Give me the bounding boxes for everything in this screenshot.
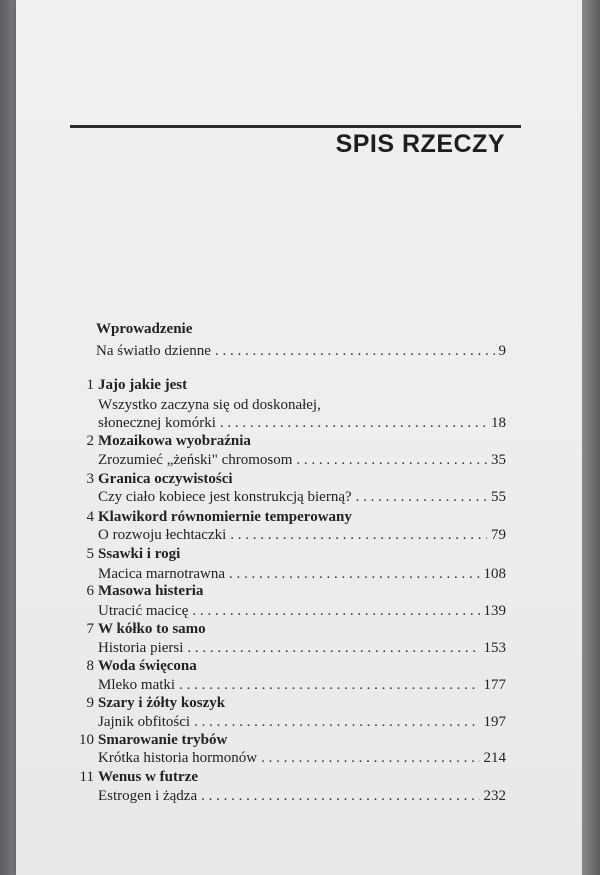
chapter-title: Smarowanie trybów (98, 732, 228, 748)
entry-subtitle: Mleko matki (98, 677, 176, 693)
book-edge-shadow (582, 0, 600, 875)
entry-subtitle: Utracić macicę (98, 603, 189, 619)
chapter-title: Granica oczywistości (98, 471, 233, 487)
chapter-number: 4 (86, 509, 94, 525)
chapter-heading-line (16, 543, 582, 565)
dot-leader (356, 486, 487, 508)
chapter-title: Klawikord równomiernie temperowany (98, 509, 352, 525)
entry-subtitle: Wszystko zaczyna się od doskonałej, (98, 397, 321, 413)
entry-subtitle: Na światło dzienne (96, 343, 211, 359)
chapter-number: 8 (86, 658, 94, 674)
chapter-number: 7 (86, 621, 94, 637)
book-spine-shadow (0, 0, 16, 875)
header-rule (70, 125, 521, 128)
chapter-number: 9 (86, 695, 94, 711)
chapter-number: 5 (86, 546, 94, 562)
page-number: 232 (483, 788, 506, 804)
chapter-heading-line (16, 374, 582, 396)
entry-subtitle: Macica marnotrawna (98, 566, 226, 582)
chapter-title: Wenus w futrze (98, 769, 198, 785)
book-page (16, 0, 582, 875)
dot-leader (201, 785, 479, 807)
chapter-heading-line (16, 580, 582, 602)
chapter-title: W kółko to samo (98, 621, 206, 637)
entry-subtitle: Czy ciało kobiece jest konstrukcją bierną? (98, 489, 352, 505)
page-number: 197 (483, 714, 506, 730)
dot-leader (215, 340, 495, 362)
chapter-number: 11 (79, 769, 94, 785)
entry-subtitle: Krótka historia hormonów (98, 750, 258, 766)
toc-entry (96, 340, 506, 362)
chapter-title: Woda święcona (98, 658, 197, 674)
intro-heading-line (16, 318, 582, 340)
chapter-title: Mozaikowa wyobraźnia (98, 433, 251, 449)
chapter-entry (16, 486, 582, 508)
chapter-number: 1 (86, 377, 94, 393)
chapter-number: 3 (86, 471, 94, 487)
page-number: 18 (491, 415, 506, 431)
intro-entry (16, 340, 582, 362)
page-number: 214 (483, 750, 506, 766)
entry-subtitle: Estrogen i żądza (98, 788, 198, 804)
entry-subtitle: Historia piersi (98, 640, 184, 656)
intro-heading: Wprowadzenie (96, 321, 193, 337)
chapter-title: Jajo jakie jest (98, 377, 188, 393)
toc-entry (98, 486, 506, 508)
entry-subtitle: słonecznej komórki (98, 415, 216, 431)
page-number: 9 (498, 343, 506, 359)
entry-subtitle: O rozwoju łechtaczki (98, 527, 227, 543)
page-number: 108 (483, 566, 506, 582)
toc-entry (98, 785, 506, 807)
chapter-number: 10 (79, 732, 94, 748)
page-title: SPIS RZECZY (335, 130, 505, 158)
entry-subtitle: Zrozumieć „żeński" chromosom (98, 452, 293, 468)
chapter-title: Masowa histeria (98, 583, 204, 599)
chapter-entry (16, 785, 582, 807)
page-number: 55 (491, 489, 506, 505)
chapter-title: Szary i żółty koszyk (98, 695, 226, 711)
chapter-title: Ssawki i rogi (98, 546, 181, 562)
page-number: 139 (483, 603, 506, 619)
chapter-number: 6 (86, 583, 94, 599)
page-number: 153 (483, 640, 506, 656)
page-number: 177 (483, 677, 506, 693)
page-number: 79 (491, 527, 506, 543)
chapter-number: 2 (86, 433, 94, 449)
entry-subtitle: Jajnik obfitości (98, 714, 191, 730)
page-number: 35 (491, 452, 506, 468)
